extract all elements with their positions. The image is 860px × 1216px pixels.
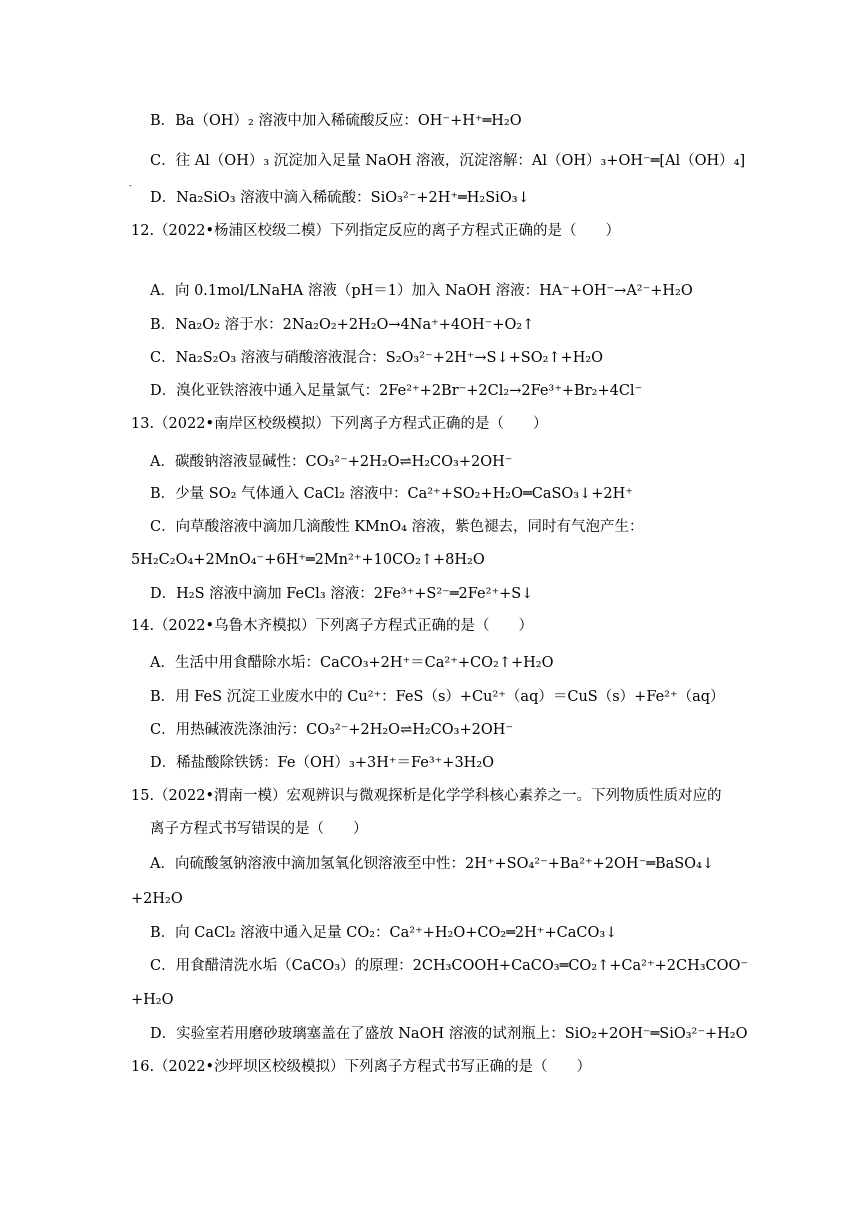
text-line-q11-b: B．Ba（OH）₂ 溶液中加入稀硫酸反应：OH⁻+H⁺═H₂O <box>150 113 522 129</box>
text-line-q12-b: B．Na₂O₂ 溶于水：2Na₂O₂+2H₂O→4Na⁺+4OH⁻+O₂↑ <box>150 317 535 333</box>
text-line-q11-d: D．Na₂SiO₃ 溶液中滴入稀硫酸：SiO₃²⁻+2H⁺═H₂SiO₃↓ <box>150 190 530 206</box>
text-line-q13-c2: 5H₂C₂O₄+2MnO₄⁻+6H⁺═2Mn²⁺+10CO₂↑+8H₂O <box>131 552 485 568</box>
text-line-q13-a: A．碳酸钠溶液显碱性：CO₃²⁻+2H₂O⇌H₂CO₃+2OH⁻ <box>150 454 513 470</box>
text-line-q12-c: C．Na₂S₂O₃ 溶液与硝酸溶液混合：S₂O₃²⁻+2H⁺→S↓+SO₂↑+H₂O <box>150 350 604 366</box>
text-line-q15: 15.（2022•渭南一模）宏观辨识与微观探析是化学学科核心素养之一。下列物质性质对应的 <box>131 788 722 804</box>
text-line-q14-d: D．稀盐酸除铁锈：Fe（OH）₃+3H⁺＝Fe³⁺+3H₂O <box>150 755 495 771</box>
text-line-q13: 13.（2022•南岸区校级模拟）下列离子方程式正确的是（ ） <box>131 416 548 432</box>
text-line-q12-d: D．溴化亚铁溶液中通入足量氯气：2Fe²⁺+2Br⁻+2Cl₂→2Fe³⁺+Br₂+4Cl⁻ <box>150 383 643 399</box>
text-line-q14: 14.（2022•乌鲁木齐模拟）下列离子方程式正确的是（ ） <box>131 618 534 634</box>
text-line-q15-c2: +H₂O <box>131 992 174 1008</box>
text-line-q16: 16.（2022•沙坪坝区校级模拟）下列离子方程式书写正确的是（ ） <box>131 1059 592 1075</box>
text-line-q15-d: D．实验室若用磨砂玻璃塞盖在了盛放 NaOH 溶液的试剂瓶上：SiO₂+2OH⁻═SiO₃²⁻+H₂O <box>150 1026 748 1042</box>
text-line-q14-b: B．用 FeS 沉淀工业废水中的 Cu²⁺：FeS（s）+Cu²⁺（aq）＝CuS（s）+Fe²⁺（aq） <box>150 689 725 705</box>
text-line-q12-a: A．向 0.1mol/LNaHA 溶液（pH＝1）加入 NaOH 溶液：HA⁻+OH⁻→A²⁻+H₂O <box>150 283 693 299</box>
text-line-q12: 12.（2022•杨浦区校级二模）下列指定反应的离子方程式正确的是（ ） <box>131 223 621 239</box>
text-line-q15-a2: +2H₂O <box>131 891 183 907</box>
text-line-q13-b: B．少量 SO₂ 气体通入 CaCl₂ 溶液中：Ca²⁺+SO₂+H₂O═CaSO₃↓+2H⁺ <box>150 486 633 502</box>
text-line-q13-d: D．H₂S 溶液中滴加 FeCl₃ 溶液：2Fe³⁺+S²⁻═2Fe²⁺+S↓ <box>150 586 534 602</box>
text-line-q14-a: A．生活中用食醋除水垢：CaCO₃+2H⁺＝Ca²⁺+CO₂↑+H₂O <box>150 655 554 671</box>
text-line-q15-c: C．用食醋清洗水垢（CaCO₃）的原理：2CH₃COOH+CaCO₃═CO₂↑+Ca²⁺+2CH₃COO⁻ <box>150 958 749 974</box>
text-line-q13-c: C．向草酸溶液中滴加几滴酸性 KMnO₄ 溶液，紫色褪去，同时有气泡产生： <box>150 519 644 535</box>
text-line-q11-c: C．往 Al（OH）₃ 沉淀加入足量 NaOH 溶液，沉淀溶解：Al（OH）₃+OH⁻═[Al（OH）₄] <box>150 153 746 169</box>
text-line-q15-b: B．向 CaCl₂ 溶液中通入足量 CO₂：Ca²⁺+H₂O+CO₂═2H⁺+CaCO₃↓ <box>150 925 618 941</box>
text-line-q15-2: 离子方程式书写错误的是（ ） <box>150 821 368 837</box>
text-line-q15-a: A．向硫酸氢钠溶液中滴加氢氧化钡溶液至中性：2H⁺+SO₄²⁻+Ba²⁺+2OH⁻═BaSO₄↓ <box>150 856 715 872</box>
text-line-q14-c: C．用热碱液洗涤油污：CO₃²⁻+2H₂O⇌H₂CO₃+2OH⁻ <box>150 722 514 738</box>
text-line-q11-c-frag: - <box>129 181 132 190</box>
